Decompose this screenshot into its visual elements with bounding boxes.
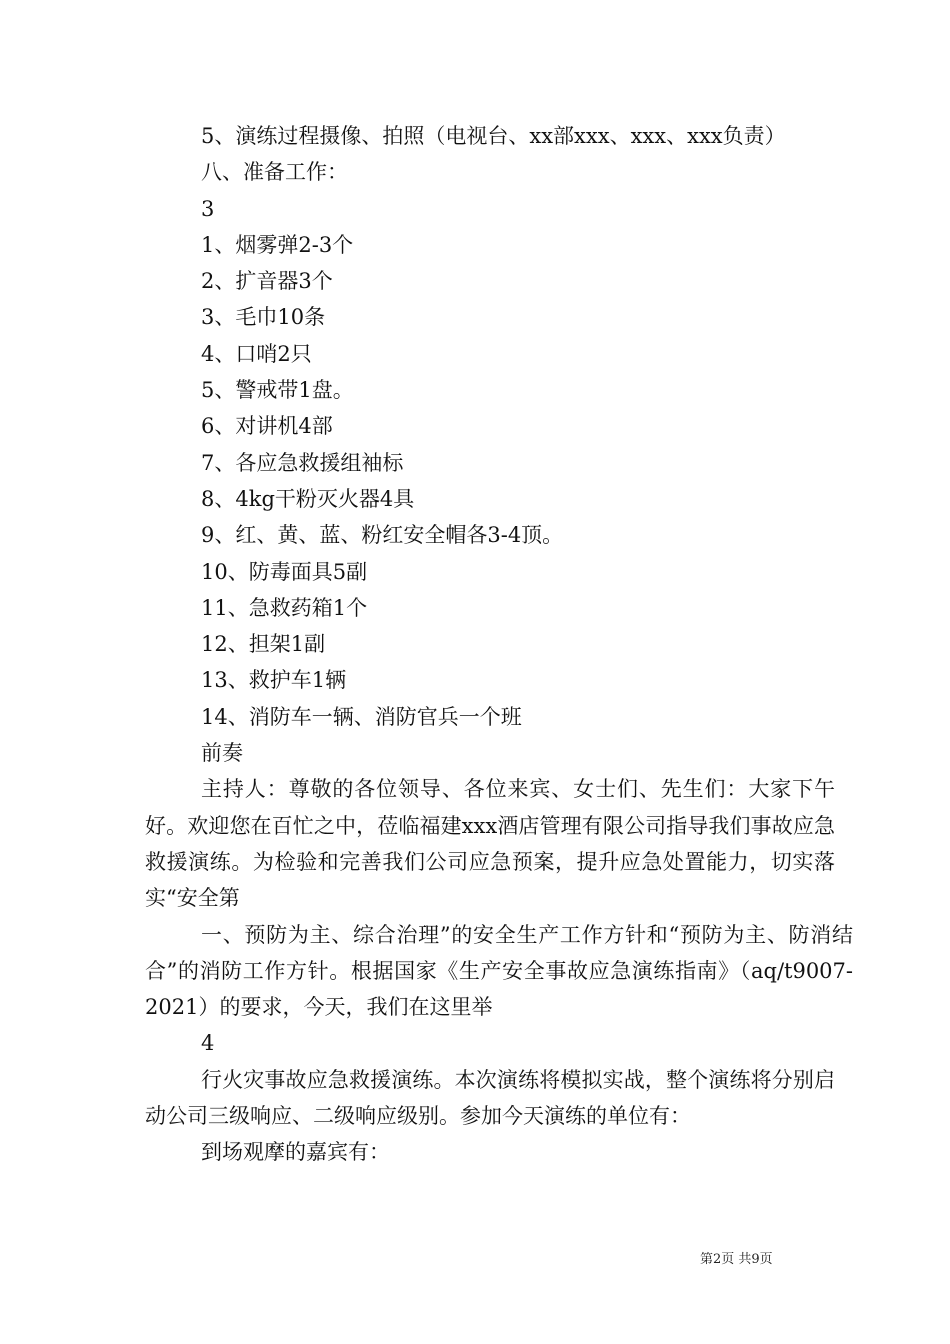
list-item: 6、对讲机4部 (201, 414, 333, 439)
page-marker: 3 (201, 196, 215, 221)
paragraph-safety-policy: 一、预防为主、综合治理”的安全生产工作方针和“预防为主、防消结合”的消防工作方针。根据国家《生产安全事故应急演练指南》（aq/t9007-2021）的要求，今天，我们在这里举 (145, 922, 853, 1020)
paragraph-drill-description: 行火灾事故应急救援演练。本次演练将模拟实战，整个演练将分别启动公司三级响应、二级响应级别。参加今天演练的单位有： (145, 1067, 835, 1129)
list-item: 12、担架1副 (201, 632, 326, 657)
list-item: 10、防毒面具5副 (201, 559, 368, 584)
list-item: 4、口哨2只 (201, 341, 312, 366)
list-item: 8、4kg干粉灭火器4具 (201, 486, 415, 511)
paragraph-item-5-filming: 5、演练过程摄像、拍照（电视台、xx部xxx、xxx、xxx负责） (201, 124, 786, 148)
list-item: 5、警戒带1盘。 (201, 378, 354, 403)
list-item: 2、扩音器3个 (201, 269, 333, 294)
list-item: 9、红、黄、蓝、粉红安全帽各3-4顶。 (201, 523, 564, 548)
list-item: 14、消防车一辆、消防官兵一个班 (201, 704, 522, 729)
section-heading-preparation: 八、准备工作： (201, 160, 348, 185)
list-item: 1、烟雾弹2-3个 (201, 232, 354, 257)
list-item: 7、各应急救援组袖标 (201, 450, 404, 475)
page-marker: 4 (201, 1031, 215, 1056)
list-item: 11、急救药箱1个 (201, 595, 368, 620)
paragraph-guests: 到场观摩的嘉宾有： (201, 1140, 390, 1165)
page-number-footer: 第2页 共9页 (700, 1252, 773, 1267)
section-heading-prelude: 前奏 (201, 741, 243, 766)
list-item: 3、毛巾10条 (201, 305, 326, 330)
paragraph-host-opening: 主持人：尊敬的各位领导、各位来宾、女士们、先生们：大家下午好。欢迎您在百忙之中，莅临福建xxx酒店管理有限公司指导我们事故应急救援演练。为检验和完善我们公司应急预案，提升应急处置能力，切实落实“安全第 (145, 777, 835, 911)
list-item: 13、救护车1辆 (201, 668, 347, 693)
document-body (145, 118, 853, 1171)
